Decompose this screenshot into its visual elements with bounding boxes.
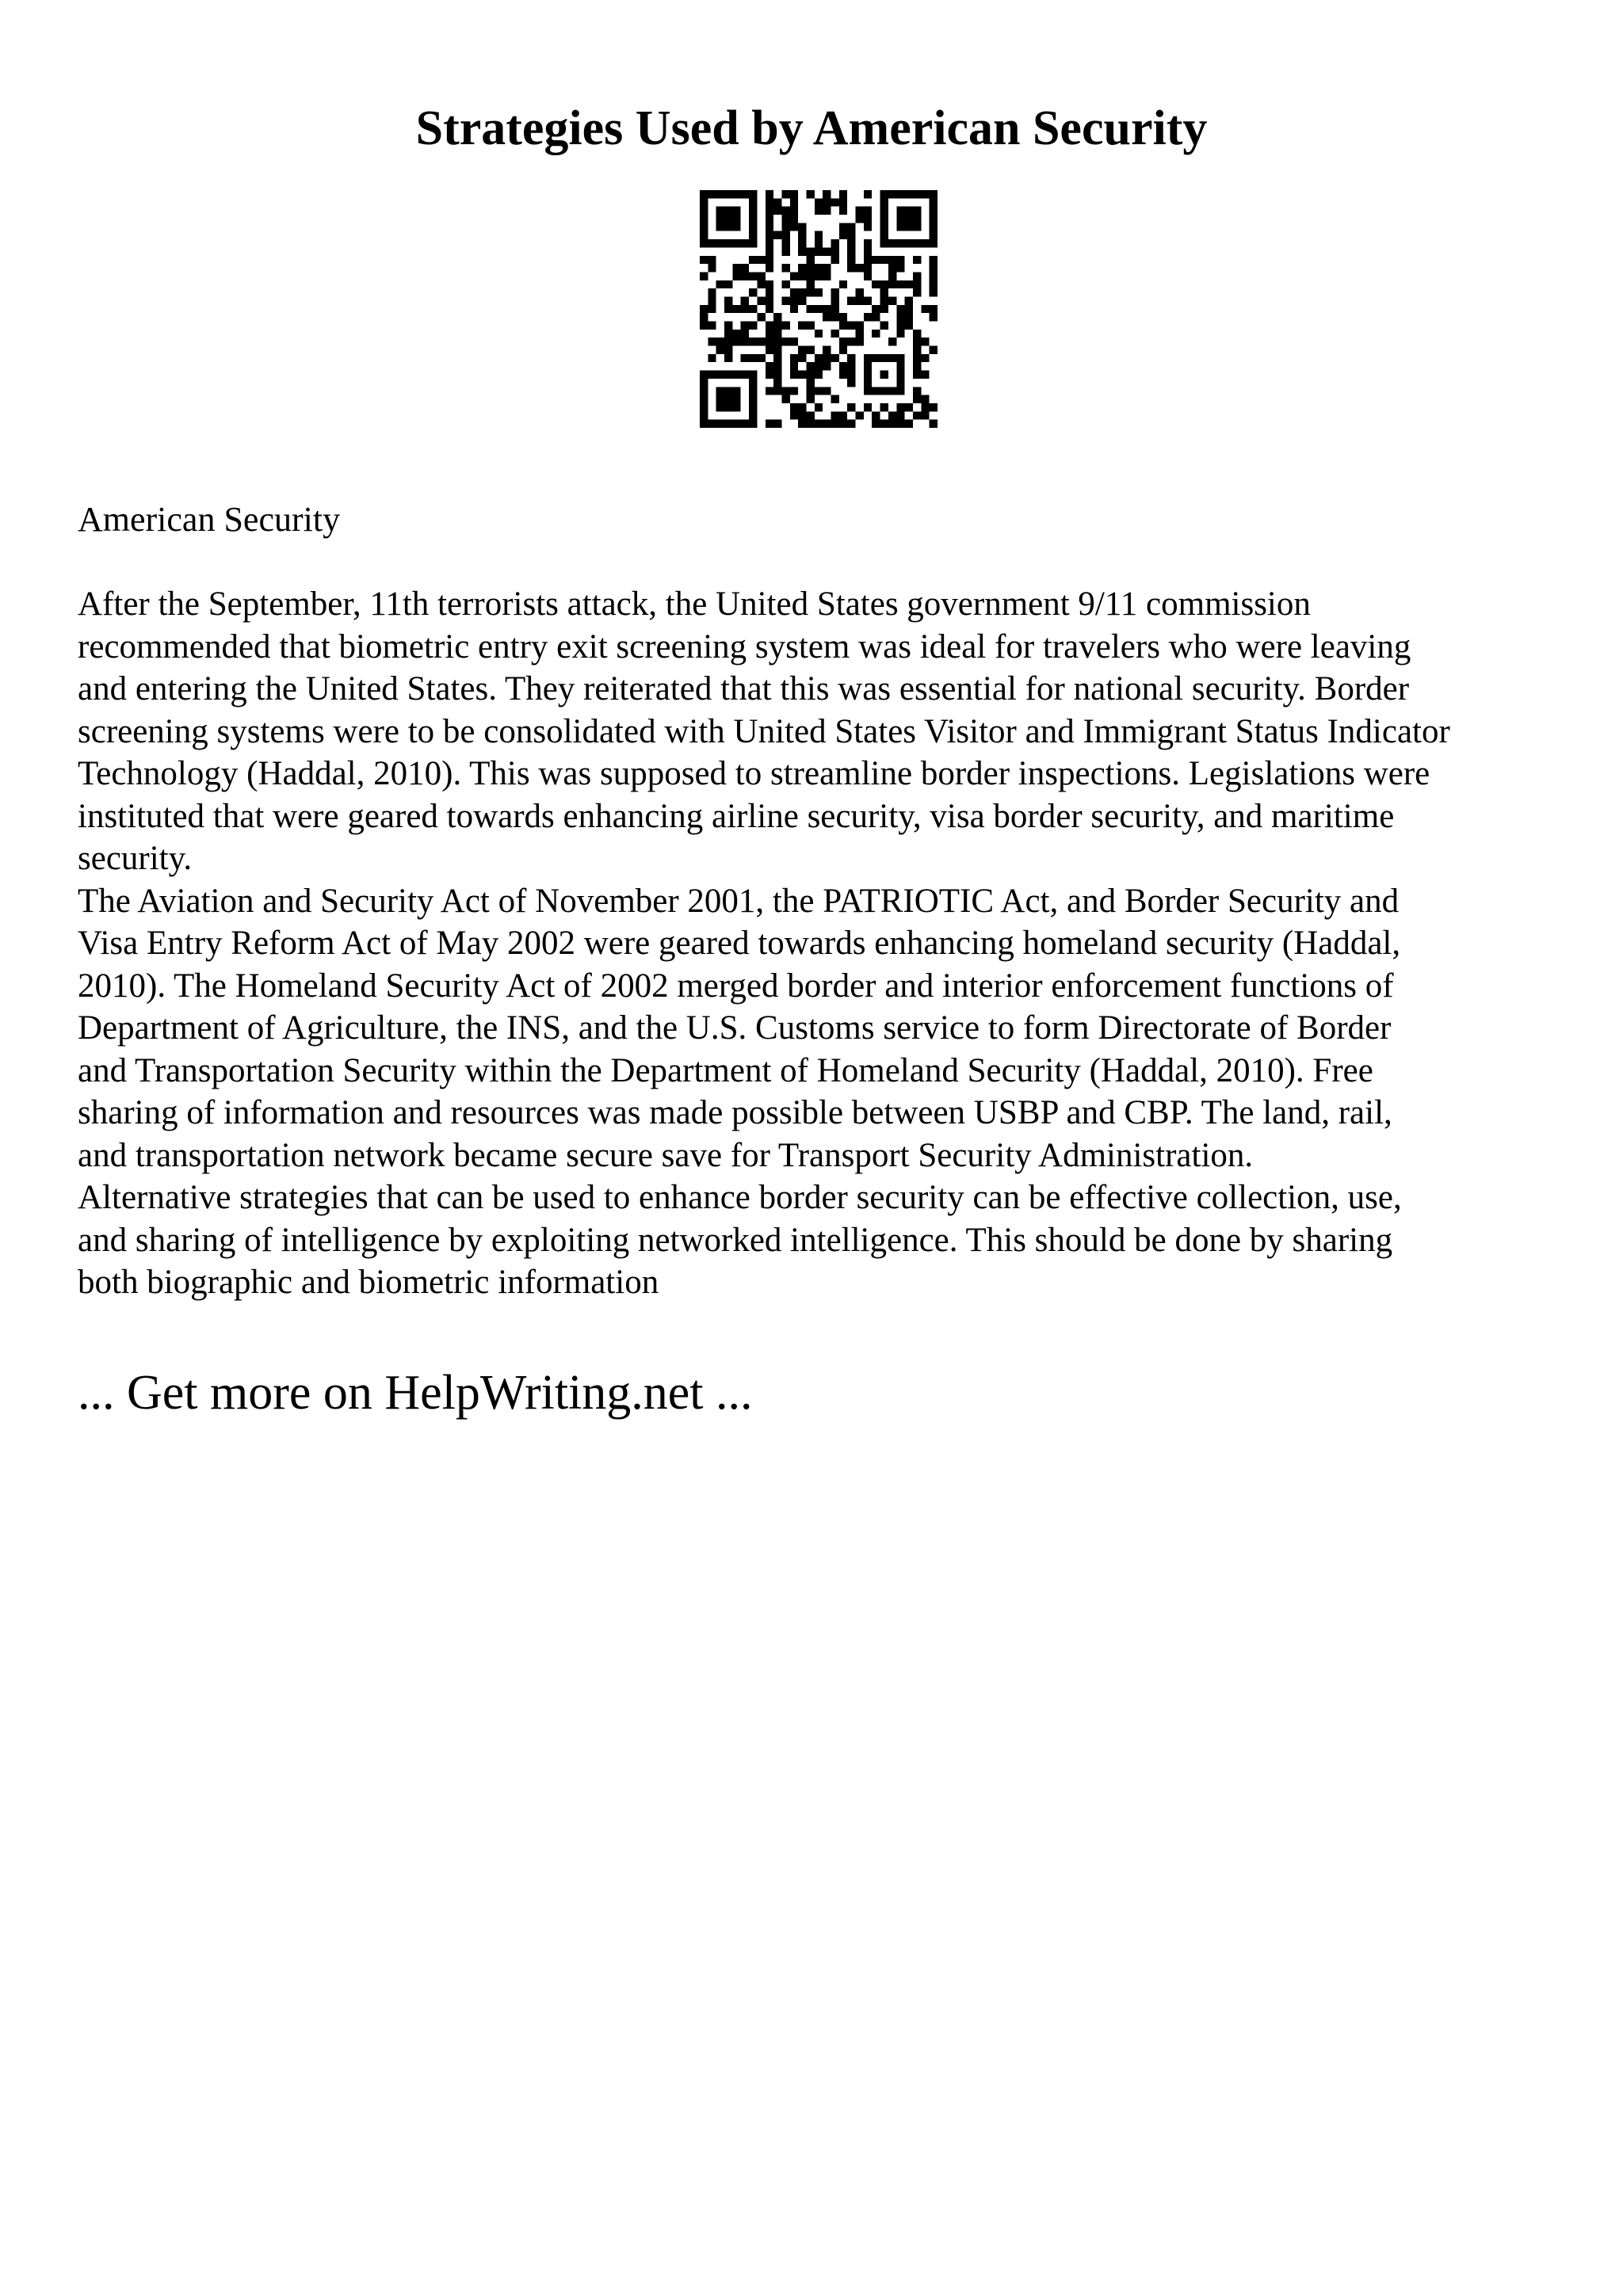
body-line: security. — [78, 840, 193, 877]
body-line: recommended that biometric entry exit screening system was ideal for travelers who were leaving — [78, 627, 1411, 666]
body-line: and transportation network became secure save for Transport Security Administration. — [78, 1136, 1254, 1174]
body-line: Visa Entry Reform Act of May 2002 were geared towards enhancing homeland security (Haddal, — [78, 925, 1401, 962]
body-line: 2010). The Homeland Security Act of 2002 merged border and interior enforcement functions of — [78, 967, 1394, 1005]
document-title: Strategies Used by American Security — [415, 101, 1208, 155]
body-line: Technology (Haddal, 2010). This was supposed to streamline border inspections. Legislations were — [78, 755, 1430, 792]
body-line: sharing of information and resources was made possible between USBP and CBP. The land, rail, — [78, 1094, 1392, 1131]
body-line: instituted that were geared towards enhancing airline security, visa border security, and maritime — [78, 797, 1395, 835]
body-line: and entering the United States. They reiterated that this was essential for national security. Border — [78, 670, 1410, 707]
document-subtitle: American Security — [78, 500, 341, 539]
qr-code-icon[interactable] — [700, 190, 938, 428]
body-line: Department of Agriculture, the INS, and the U.S. Customs service to form Directorate of Border — [78, 1009, 1392, 1047]
body-line: and sharing of intelligence by exploiting networked intelligence. This should be done by sharing — [78, 1221, 1393, 1259]
body-line: and Transportation Security within the Department of Homeland Security (Haddal, 2010). Free — [78, 1051, 1373, 1089]
body-line: The Aviation and Security Act of November 2001, the PATRIOTIC Act, and Border Security and — [78, 882, 1400, 920]
get-more-link[interactable]: ... Get more on HelpWriting.net ... — [78, 1366, 753, 1420]
body-line: After the September, 11th terrorists attack, the United States government 9/11 commission — [78, 585, 1311, 623]
body-line: Alternative strategies that can be used to enhance border security can be effective collection, use, — [78, 1179, 1402, 1216]
body-line: both biographic and biometric information — [78, 1264, 659, 1301]
qr-code-graphic — [700, 190, 938, 428]
body-line: screening systems were to be consolidated with United States Visitor and Immigrant Status Indicator — [78, 712, 1450, 750]
document-body — [78, 583, 1583, 1304]
